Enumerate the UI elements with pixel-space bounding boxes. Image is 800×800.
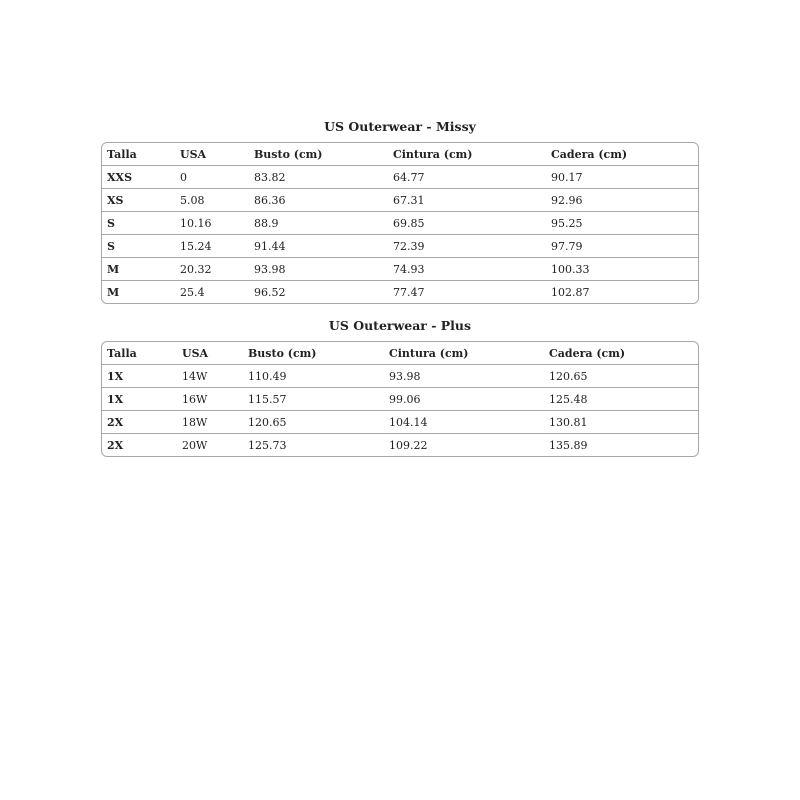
table-row [102, 212, 699, 235]
column-header-cintura: Cintura (cm) [389, 346, 469, 360]
hip-cell: 90.17 [546, 166, 699, 189]
missy-table-frame [101, 142, 699, 304]
waist-cell: 69.85 [388, 212, 546, 235]
table-row [102, 235, 699, 258]
size-cell: XS [102, 189, 175, 212]
column-header-cintura: Cintura (cm) [393, 147, 473, 161]
bust-cell: 86.36 [249, 189, 388, 212]
usa-cell: 20W [177, 434, 243, 457]
missy-size-section [101, 118, 699, 304]
bust-cell: 125.73 [243, 434, 384, 457]
bust-cell: 110.49 [243, 365, 384, 388]
size-cell: 2X [102, 411, 177, 434]
table-row [102, 365, 699, 388]
hip-cell: 125.48 [544, 388, 699, 411]
usa-cell: 25.4 [175, 281, 249, 304]
size-cell: S [102, 235, 175, 258]
bust-cell: 93.98 [249, 258, 388, 281]
plus-table-title: US Outerwear - Plus [328, 318, 472, 333]
column-header-cadera: Cadera (cm) [551, 147, 628, 161]
table-row [102, 388, 699, 411]
usa-cell: 15.24 [175, 235, 249, 258]
hip-cell: 120.65 [544, 365, 699, 388]
usa-cell: 0 [175, 166, 249, 189]
hip-cell: 100.33 [546, 258, 699, 281]
waist-cell: 77.47 [388, 281, 546, 304]
size-cell: M [102, 281, 175, 304]
missy-size-table [102, 143, 699, 303]
hip-cell: 130.81 [544, 411, 699, 434]
usa-cell: 20.32 [175, 258, 249, 281]
size-cell: XXS [102, 166, 175, 189]
column-header-cadera: Cadera (cm) [549, 346, 626, 360]
waist-cell: 93.98 [384, 365, 544, 388]
column-header-busto: Busto (cm) [248, 346, 317, 360]
size-cell: 1X [102, 365, 177, 388]
waist-cell: 72.39 [388, 235, 546, 258]
column-header-talla: Talla [107, 346, 137, 360]
table-row [102, 434, 699, 457]
column-header-usa: USA [182, 346, 209, 360]
hip-cell: 97.79 [546, 235, 699, 258]
bust-cell: 91.44 [249, 235, 388, 258]
size-cell: 2X [102, 434, 177, 457]
hip-cell: 135.89 [544, 434, 699, 457]
table-row [102, 281, 699, 304]
bust-cell: 88.9 [249, 212, 388, 235]
column-header-talla: Talla [107, 147, 137, 161]
table-row [102, 258, 699, 281]
waist-cell: 74.93 [388, 258, 546, 281]
size-cell: M [102, 258, 175, 281]
plus-size-table [102, 342, 699, 456]
usa-cell: 16W [177, 388, 243, 411]
size-cell: 1X [102, 388, 177, 411]
plus-size-section [101, 317, 699, 457]
table-row [102, 189, 699, 212]
usa-cell: 10.16 [175, 212, 249, 235]
waist-cell: 64.77 [388, 166, 546, 189]
waist-cell: 99.06 [384, 388, 544, 411]
waist-cell: 67.31 [388, 189, 546, 212]
bust-cell: 120.65 [243, 411, 384, 434]
hip-cell: 95.25 [546, 212, 699, 235]
waist-cell: 109.22 [384, 434, 544, 457]
missy-table-title: US Outerwear - Missy [324, 119, 476, 134]
column-header-busto: Busto (cm) [254, 147, 323, 161]
table-header-row [102, 342, 699, 365]
table-row [102, 166, 699, 189]
usa-cell: 18W [177, 411, 243, 434]
hip-cell: 102.87 [546, 281, 699, 304]
size-cell: S [102, 212, 175, 235]
usa-cell: 14W [177, 365, 243, 388]
waist-cell: 104.14 [384, 411, 544, 434]
table-header-row [102, 143, 699, 166]
bust-cell: 83.82 [249, 166, 388, 189]
bust-cell: 96.52 [249, 281, 388, 304]
table-row [102, 411, 699, 434]
hip-cell: 92.96 [546, 189, 699, 212]
usa-cell: 5.08 [175, 189, 249, 212]
bust-cell: 115.57 [243, 388, 384, 411]
plus-table-frame [101, 341, 699, 457]
column-header-usa: USA [180, 147, 207, 161]
